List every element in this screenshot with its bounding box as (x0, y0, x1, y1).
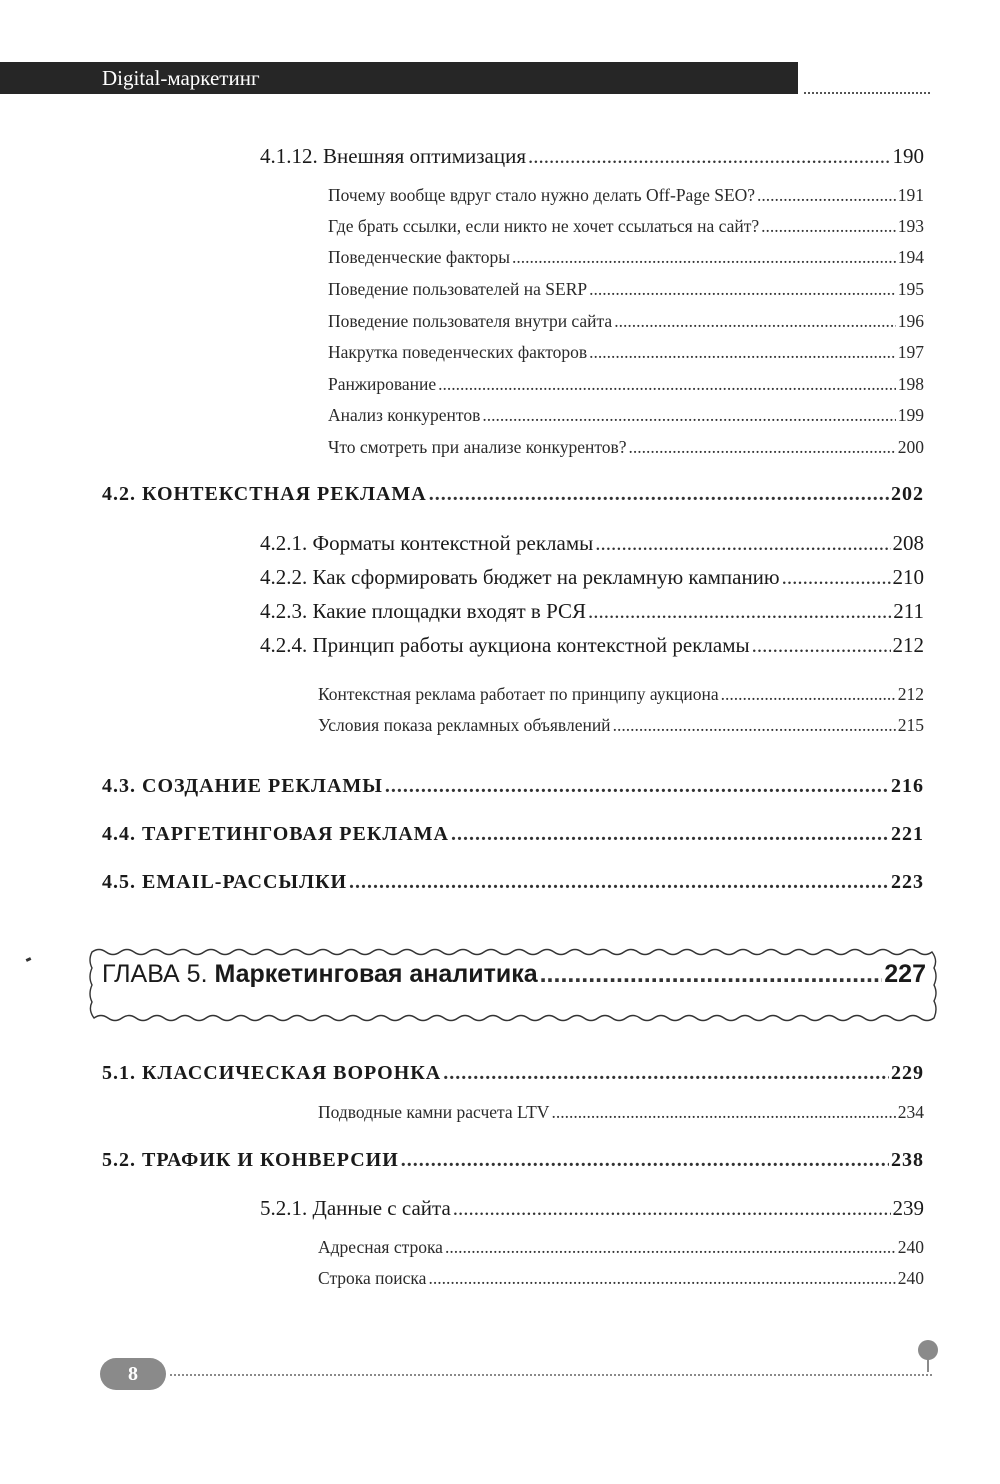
toc-entry-title: 4.2.4. Принцип работы аукциона контекстной рекламы (260, 633, 750, 657)
toc-entry-4-2-4[interactable] (260, 633, 924, 658)
toc-leader (482, 405, 895, 426)
toc-entry-page: 234 (897, 1102, 924, 1122)
toc-subentry[interactable] (328, 185, 924, 206)
toc-entry-page: 200 (897, 437, 924, 457)
toc-leader (540, 960, 883, 989)
toc-entry-page: 199 (897, 405, 924, 425)
toc-entry-title: Анализ конкурентов (328, 405, 481, 425)
toc-entry-page: 196 (897, 311, 924, 331)
toc-subentry[interactable] (318, 1268, 924, 1289)
toc-entry-title: 4.2.1. Форматы контекстной рекламы (260, 531, 594, 555)
chapter-prefix: ГЛАВА 5. (102, 960, 208, 988)
toc-subentry[interactable] (328, 437, 924, 458)
toc-leader (443, 1062, 889, 1085)
toc-chapter-title (102, 960, 538, 989)
toc-subentry[interactable] (318, 684, 924, 705)
header-dotted-rule (804, 92, 930, 94)
toc-entry-page: 202 (891, 483, 924, 505)
toc-entry-page: 190 (892, 144, 924, 168)
toc-entry-page: 208 (892, 531, 924, 555)
toc-entry-4-1-12[interactable] (260, 144, 924, 169)
toc-section-5-2[interactable] (102, 1149, 924, 1172)
toc-entry-page: 194 (897, 247, 924, 267)
toc-leader (428, 1268, 895, 1289)
toc-entry-title: Где брать ссылки, если никто не хочет ссылаться на сайт? (328, 216, 760, 236)
toc-entry-title: Поведенческие факторы (328, 247, 510, 267)
toc-leader (453, 1196, 891, 1221)
toc-entry-4-2-3[interactable] (260, 599, 924, 624)
toc-subentry[interactable] (328, 247, 924, 268)
toc-entry-title: Строка поиска (318, 1268, 427, 1288)
toc-subentry[interactable] (328, 342, 924, 363)
toc-entry-page: 191 (897, 185, 924, 205)
toc-entry-title: 4.5. EMAIL-РАССЫЛКИ (102, 871, 348, 893)
toc-section-4-5[interactable] (102, 871, 924, 894)
toc-entry-title: 4.4. ТАРГЕТИНГОВАЯ РЕКЛАМА (102, 823, 449, 845)
toc-section-5-1[interactable] (102, 1062, 924, 1085)
toc-subentry[interactable] (328, 311, 924, 332)
toc-subentry[interactable] (328, 405, 924, 426)
toc-leader (782, 565, 891, 590)
toc-leader (613, 715, 896, 736)
toc-leader (629, 437, 896, 458)
toc-entry-page: 216 (891, 775, 924, 797)
toc-leader (385, 775, 889, 798)
toc-entry-title: Что смотреть при анализе конкурентов? (328, 437, 627, 457)
toc-entry-title: Подводные камни расчета LTV (318, 1102, 550, 1122)
toc-entry-title: 4.1.12. Внешняя оптимизация (260, 144, 526, 168)
toc-leader (551, 1102, 895, 1123)
page-number-badge (100, 1358, 166, 1390)
toc-leader (349, 871, 889, 894)
toc-entry-5-2-1[interactable] (260, 1196, 924, 1221)
toc-entry-title: Поведение пользователя внутри сайта (328, 311, 613, 331)
toc-entry-title: 5.1. КЛАССИЧЕСКАЯ ВОРОНКА (102, 1062, 442, 1084)
toc-subentry[interactable] (328, 216, 924, 237)
chapter-name: Маркетинговая аналитика (214, 960, 538, 988)
toc-leader (512, 247, 896, 268)
running-header (0, 62, 798, 94)
toc-subentry[interactable] (318, 1102, 924, 1123)
toc-entry-page: 223 (891, 871, 924, 893)
footer-dot-ornament (918, 1340, 938, 1360)
toc-entry-page: 212 (897, 684, 924, 704)
toc-section-4-2[interactable] (102, 483, 924, 506)
toc-leader (528, 144, 891, 169)
toc-entry-title: 5.2.1. Данные с сайта (260, 1196, 451, 1220)
toc-entry-page: 215 (897, 715, 924, 735)
toc-entry-page: 197 (897, 342, 924, 362)
toc-leader (451, 823, 889, 846)
toc-entry-page: 193 (897, 216, 924, 236)
toc-entry-page: 240 (897, 1268, 924, 1288)
toc-entry-page: 229 (891, 1062, 924, 1084)
page-number: 8 (128, 1363, 138, 1385)
toc-leader (721, 684, 896, 705)
toc-entry-page: 212 (892, 633, 924, 657)
toc-subentry[interactable] (328, 374, 924, 395)
toc-leader (588, 599, 891, 624)
toc-entry-page: 195 (897, 279, 924, 299)
toc-entry-title: Поведение пользователей на SERP (328, 279, 588, 299)
toc-subentry[interactable] (318, 1237, 924, 1258)
toc-entry-title: 4.2. КОНТЕКСТНАЯ РЕКЛАМА (102, 483, 427, 505)
toc-leader (595, 531, 890, 556)
toc-section-4-3[interactable] (102, 775, 924, 798)
toc-entry-page: 239 (892, 1196, 924, 1220)
toc-entry-title: Условия показа рекламных объявлений (318, 715, 611, 735)
toc-entry-title: 4.2.3. Какие площадки входят в РСЯ (260, 599, 587, 623)
toc-section-4-4[interactable] (102, 823, 924, 846)
toc-entry-page: 198 (897, 374, 924, 394)
toc-subentry[interactable] (328, 279, 924, 300)
toc-entry-4-2-2[interactable] (260, 565, 924, 590)
toc-chapter-5[interactable] (102, 960, 926, 989)
toc-entry-title: Почему вообще вдруг стало нужно делать Off-Page SEO? (328, 185, 756, 205)
footer-dot-stem (927, 1358, 929, 1372)
running-header-title: Digital-маркетинг (102, 66, 260, 90)
toc-subentry[interactable] (318, 715, 924, 736)
toc-entry-4-2-1[interactable] (260, 531, 924, 556)
toc-entry-title: Контекстная реклама работает по принципу аукциона (318, 684, 719, 704)
toc-entry-title: 4.3. СОЗДАНИЕ РЕКЛАМЫ (102, 775, 383, 797)
toc-entry-page: 238 (891, 1149, 924, 1171)
toc-leader (589, 279, 896, 300)
footer-dotted-rule (170, 1374, 932, 1376)
toc-leader (438, 374, 896, 395)
toc-entry-page: 210 (892, 565, 924, 589)
toc-entry-title: 4.2.2. Как сформировать бюджет на рекламную кампанию (260, 565, 780, 589)
toc-leader (752, 633, 891, 658)
toc-entry-title: Накрутка поведенческих факторов (328, 342, 588, 362)
toc-leader (761, 216, 896, 237)
toc-leader (757, 185, 896, 206)
toc-entry-title: 5.2. ТРАФИК И КОНВЕРСИИ (102, 1149, 399, 1171)
toc-entry-page: 221 (891, 823, 924, 845)
toc-leader (445, 1237, 896, 1258)
toc-leader (589, 342, 896, 363)
toc-leader (614, 311, 896, 332)
toc-entry-title: Ранжирование (328, 374, 437, 394)
toc-entry-title: Адресная строка (318, 1237, 443, 1257)
toc-leader (429, 483, 889, 506)
toc-leader (401, 1149, 889, 1172)
toc-entry-page: 227 (884, 960, 926, 988)
scan-speck (26, 957, 32, 962)
toc-entry-page: 211 (893, 599, 924, 623)
toc-entry-page: 240 (897, 1237, 924, 1257)
